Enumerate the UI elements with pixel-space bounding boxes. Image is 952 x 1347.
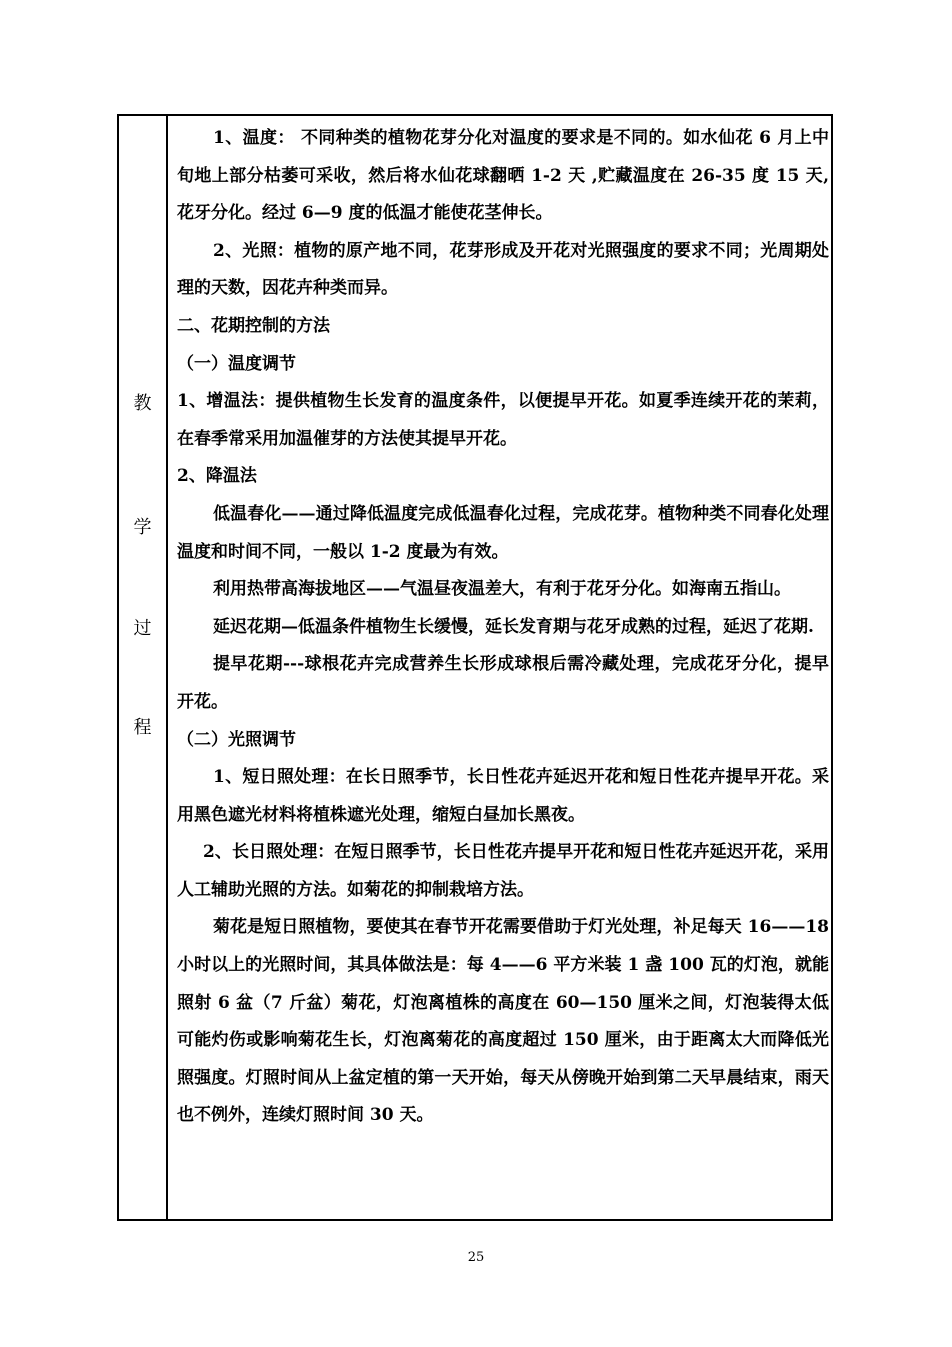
- section-heading: 二、花期控制的方法: [177, 315, 330, 336]
- page-number: 25: [467, 1250, 485, 1265]
- paragraph-warming: 1、增温法：提供植物生长发育的温度条件，以便提早开花。如夏季连续开花的茉莉，在春季常采用加温催芽的方法使其提早开花。: [177, 391, 829, 449]
- paragraph-light: 2、光照：植物的原产地不同，花芽形成及开花对光照强度的要求不同；光周期处理的天数，因花卉种类而异。: [177, 240, 829, 299]
- paragraph-vernalization: 低温春化——通过降低温度完成低温春化过程，完成花芽。植物种类不同春化处理温度和时间不同，一般以 1-2 度最为有效。: [177, 503, 829, 562]
- content-cell: [177, 120, 829, 1135]
- side-label-column: [119, 116, 168, 1219]
- paragraph-cooling-heading: 2、降温法: [177, 466, 257, 487]
- lesson-table: [117, 114, 833, 1221]
- paragraph-chrysanthemum: 菊花是短日照植物，要使其在春节开花需要借助于灯光处理，补足每天 16——18 小时以上的光照时间，其具体做法是：每 4——6 平方米装 1 盏 100 瓦的灯泡，就能照射 6 盆（7 斤盆）菊花，灯泡离植株的高度在 60—150 厘米之间，灯泡装得太低可能灼伤或影响菊花生长，灯泡离菊花的高度超过 150 厘米，由于距离太大而降低光照强度。灯照时间从上盆定植的第一天开始，每天从傍晚开始到第二天早晨结束，雨天也不例外，连续灯照时间 30 天。: [177, 917, 829, 1126]
- subsection-heading: （一）温度调节: [177, 353, 296, 374]
- side-label-char: 程: [133, 717, 152, 738]
- paragraph-temperature: 1、温度： 不同种类的植物花芽分化对温度的要求是不同的。如水仙花 6 月上中旬地上部分枯萎可采收，然后将水仙花球翻晒 1-2 天 ,贮藏温度在 26-35 度 15 天,花牙分化。经过 6—9 度的低温才能使花茎伸长。: [177, 128, 829, 224]
- paragraph-highland: 利用热带高海拔地区——气温昼夜温差大，有利于花牙分化。如海南五指山。: [213, 579, 791, 600]
- side-label-char: 学: [133, 517, 152, 538]
- paragraph-long-day: 2、长日照处理：在短日照季节，长日性花卉提早开花和短日性花卉延迟开花，采用人工辅助光照的方法。如菊花的抑制栽培方法。: [177, 842, 829, 900]
- side-label-char: 过: [133, 618, 152, 639]
- paragraph-advance: 提早花期---球根花卉完成营养生长形成球根后需冷藏处理，完成花牙分化，提早开花。: [177, 654, 829, 712]
- side-label-char: 教: [133, 393, 152, 414]
- subsection-heading: （二）光照调节: [177, 729, 296, 750]
- paragraph-delay: 延迟花期—低温条件植物生长缓慢，延长发育期与花牙成熟的过程，延迟了花期.: [213, 616, 814, 637]
- paragraph-short-day: 1、短日照处理：在长日照季节，长日性花卉延迟开花和短日性花卉提早开花。采用黑色遮光材料将植株遮光处理，缩短白昼加长黑夜。: [177, 767, 829, 825]
